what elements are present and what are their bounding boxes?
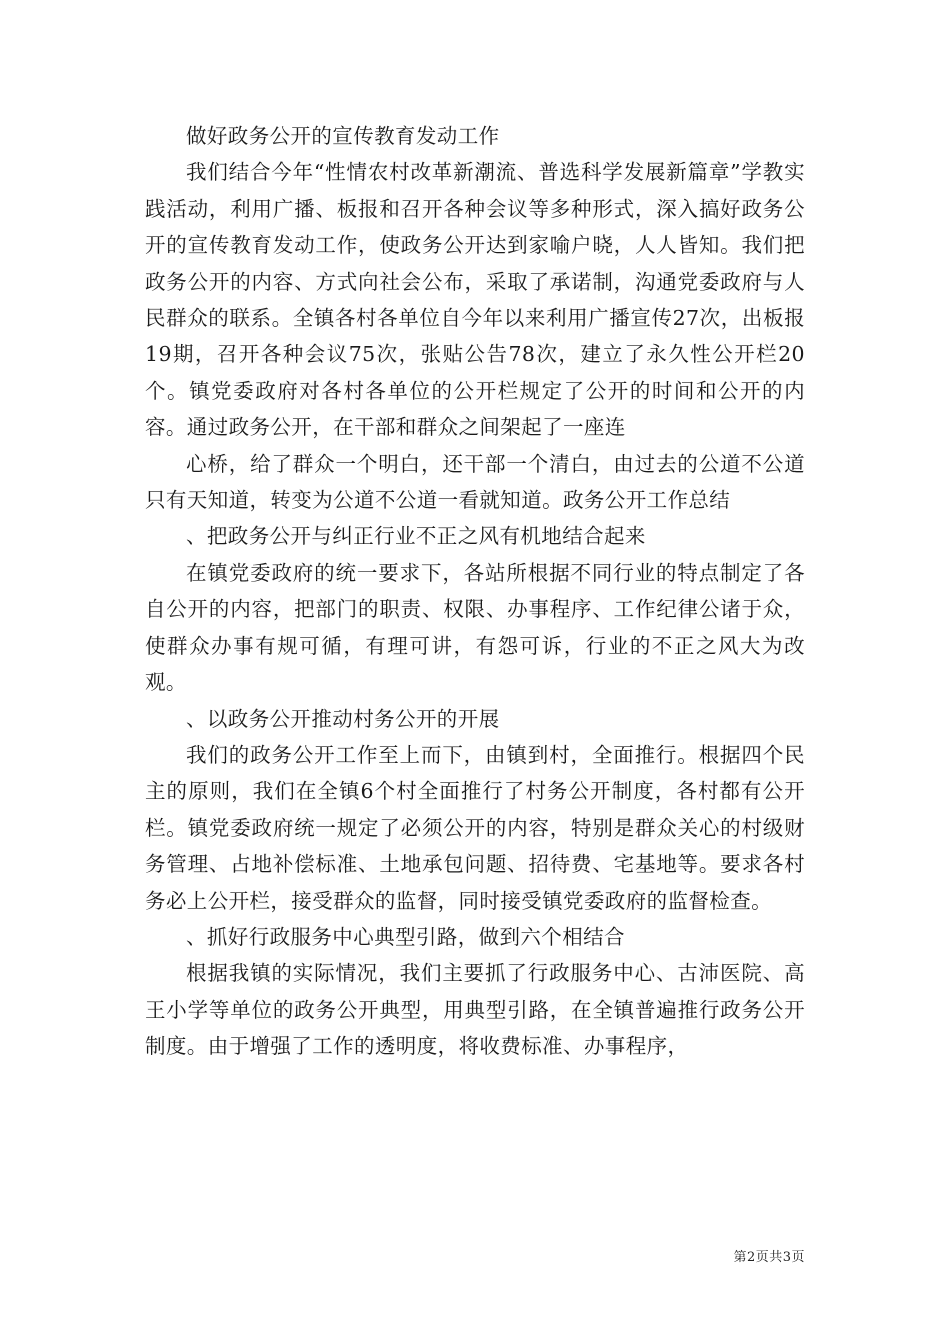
- body-paragraph: 根据我镇的实际情况，我们主要抓了行政服务中心、古沛医院、高王小学等单位的政务公开典型，用典型引路，在全镇普遍推行政务公开制度。由于增强了工作的透明度，将收费标准、办事程序，: [145, 961, 805, 1059]
- body-paragraph: 在镇党委政府的统一要求下，各站所根据不同行业的特点制定了各自公开的内容，把部门的职责、权限、办事程序、工作纪律公诸于众，使群众办事有规可循，有理可讲，有怨可诉，行业的不正之风大为改观。: [145, 560, 805, 695]
- section-heading: 、以政务公开推动村务公开的开展: [186, 706, 500, 731]
- body-paragraph: 我们的政务公开工作至上而下，由镇到村，全面推行。根据四个民主的原则，我们在全镇6个村全面推行了村务公开制度，各村都有公开栏。镇党委政府统一规定了必须公开的内容，特别是群众关心的村级财务管理、占地补偿标准、土地承包问题、招待费、宅基地等。要求各村务必上公开栏，接受群众的监督，同时接受镇党委政府的监督检查。: [145, 742, 805, 913]
- body-paragraph: 我们结合今年“性情农村改革新潮流、普选科学发展新篇章”学教实践活动，利用广播、板报和召开各种会议等多种形式，深入搞好政务公开的宣传教育发动工作，使政务公开达到家喻户晓，人人皆知。我们把政务公开的内容、方式向社会公布，采取了承诺制，沟通党委政府与人民群众的联系。全镇各村各单位自今年以来利用广播宣传27次，出板报19期，召开各种会议75次，张贴公告78次，建立了永久性公开栏20个。镇党委政府对各村各单位的公开栏规定了公开的时间和公开的内容。通过政务公开，在干部和群众之间架起了一座连: [145, 160, 805, 440]
- document-body: [145, 118, 805, 1065]
- section-heading: 做好政务公开的宣传教育发动工作: [186, 124, 500, 148]
- page-number-footer: 第2页共3页: [733, 1250, 805, 1265]
- section-heading: 、抓好行政服务中心典型引路，做到六个相结合: [186, 924, 625, 949]
- section-heading: 、把政务公开与纠正行业不正之风有机地结合起来: [186, 524, 646, 549]
- body-paragraph: 心桥，给了群众一个明白，还干部一个清白，由过去的公道不公道只有天知道，转变为公道不公道一看就知道。政务公开工作总结: [145, 451, 805, 513]
